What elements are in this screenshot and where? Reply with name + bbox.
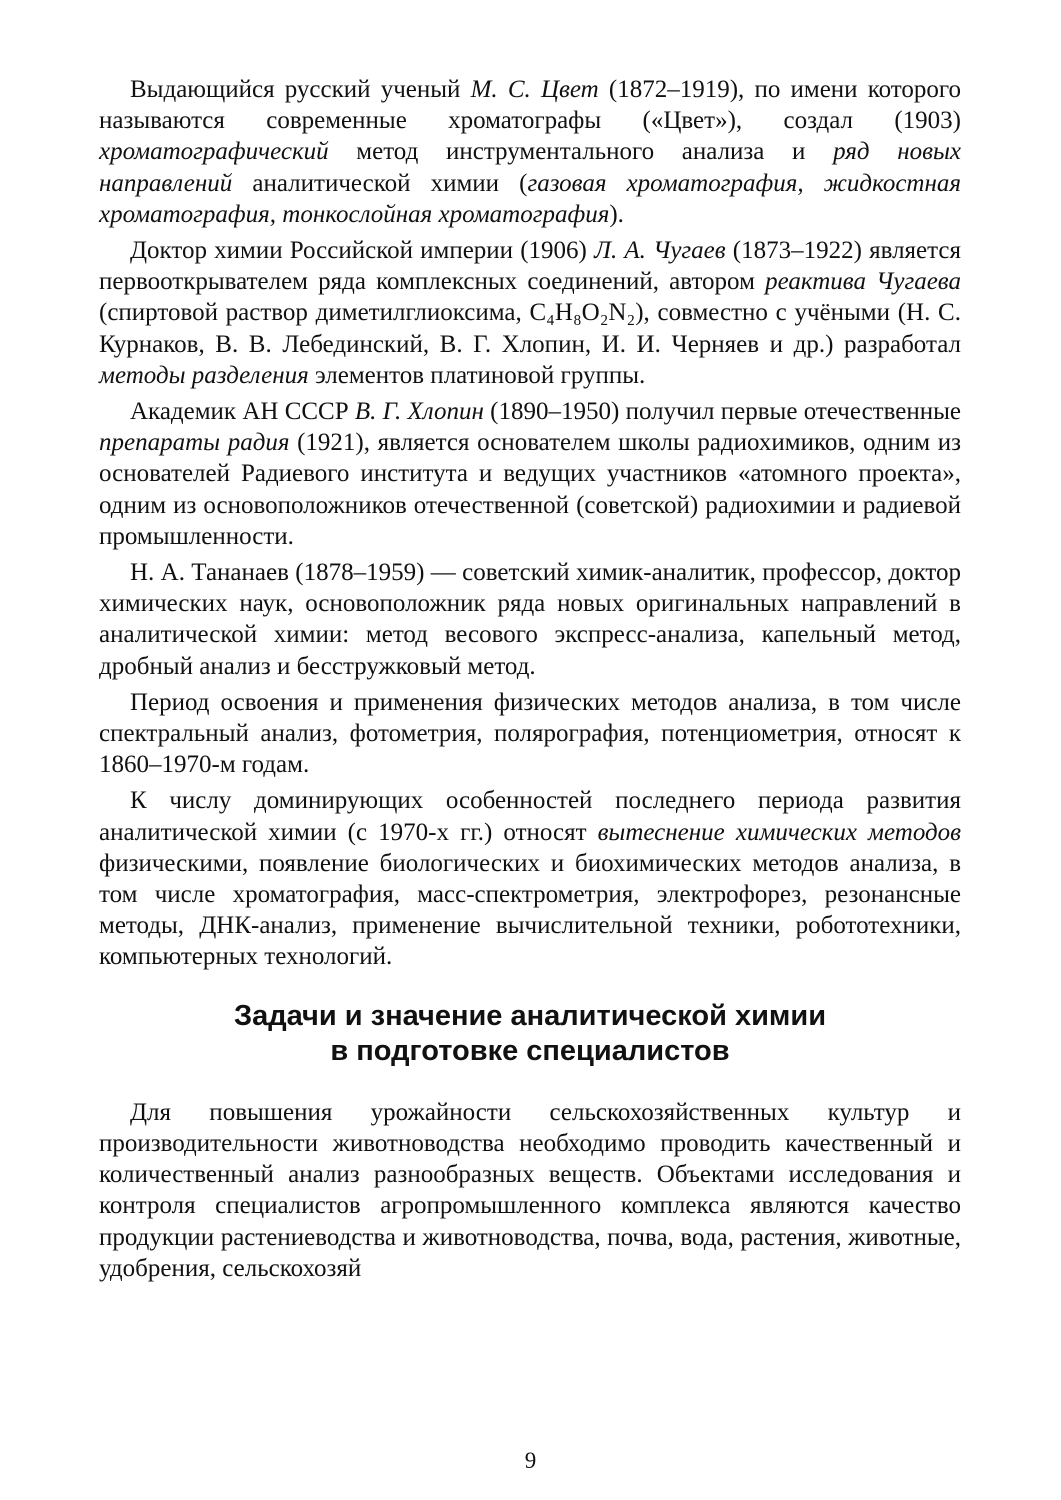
section-title [99, 999, 961, 1069]
paragraph-chugaev [99, 235, 961, 391]
text-run: ). [609, 200, 624, 228]
text-run: (1890–1950) получил первые отечественные [483, 398, 961, 426]
paragraph-modern-period [99, 785, 961, 972]
italic-text: газовая хроматография, жидкостная хроматография, тонкослойная хроматография [99, 169, 961, 228]
text-run: (1873–1922) является первооткрывателем ряда комплексных соединений, автором [99, 237, 961, 296]
italic-text: реактива Чугаева [765, 268, 961, 296]
text-run: аналитической химии ( [232, 169, 528, 197]
paragraph-khlopin [99, 396, 961, 552]
italic-text: хроматографический [99, 138, 329, 166]
italic-text: вытеснение химических методов [597, 818, 961, 846]
text-run: элементов платиновой группы. [308, 361, 646, 389]
paragraph-physical-methods [99, 687, 961, 781]
italic-text: М. С. Цвет [470, 76, 599, 103]
italic-text: ряд новых направлений [99, 138, 961, 197]
text-run: (1872–1919), по имени которого называются современные хроматографы («Цвет»), создал (1903) [99, 76, 962, 135]
italic-text: Л. А. Чугаев [594, 237, 726, 265]
text-run: Н. А. Тананаев (1878–1959) — советский химик-аналитик, профессор, доктор химических наук, основоположник ряда новых оригинальных направлений в аналитической химии: метод весового экспресс-анализа, капельный метод, дробный анализ и бесстружковый метод. [99, 559, 961, 680]
paragraph-tananaev [99, 557, 961, 682]
paragraph-section-intro: Для повышения урожайности сельскохозяйственных культур и производительности животноводства необходимо проводить качественный и количественный анализ разнообразных веществ. Объектами исследования и контроля специалистов агропромышленного комплекса являются качество продукции растениеводства и животноводства, почва, вода, растения, животные, удобрения, сельскохозяй [99, 1098, 961, 1282]
italic-text: В. Г. Хлопин [354, 398, 484, 426]
section-title-line-2: в подготовке специалистов [330, 1034, 730, 1067]
italic-text: методы разделения [99, 361, 309, 389]
page-number: 9 [524, 1448, 537, 1473]
text-run: К числу доминирующих особенностей последнего периода развития аналитической химии (с 1970-х гг.) относят [99, 787, 961, 846]
paragraph-tsvet [99, 74, 961, 230]
text-run: Доктор химии Российской империи (1906) [130, 237, 595, 265]
page-content [99, 74, 961, 1289]
text-run: Академик АН СССР [130, 398, 355, 426]
text-run: Период освоения и применения физических методов анализа, в том числе спектральный анализ, фотометрия, полярография, потенциометрия, относят к 1860–1970-м годам. [99, 688, 961, 779]
section-title-line-1: Задачи и значение аналитической химии [233, 999, 827, 1032]
text-run: (спиртовой раствор диметилглиоксима, C₄H₈O₂N₂), совместно с учёными (Н. С. Курнаков, В. В. Лебединский, В. Г. Хлопин, И. И. Черняев и др.) разработал [99, 299, 961, 358]
italic-text: препараты радия [99, 429, 290, 457]
text-run: метод инструментального анализа и [328, 138, 834, 166]
text-run: физическими, появление биологических и биохимических методов анализа, в том числе хроматография, масс-спектрометрия, электрофорез, резонансные методы, ДНК-анализ, применение вычислительной техники, робототехники, компьютерных технологий. [99, 849, 961, 971]
text-run: Выдающийся русский ученый [130, 76, 471, 103]
text-run: (1921), является основателем школы радиохимиков, одним из основателей Радиевого института и ведущих участников «атомного проекта», одним из основоположников отечественной (советской) радиохимии и радиевой промышленности. [99, 429, 961, 550]
